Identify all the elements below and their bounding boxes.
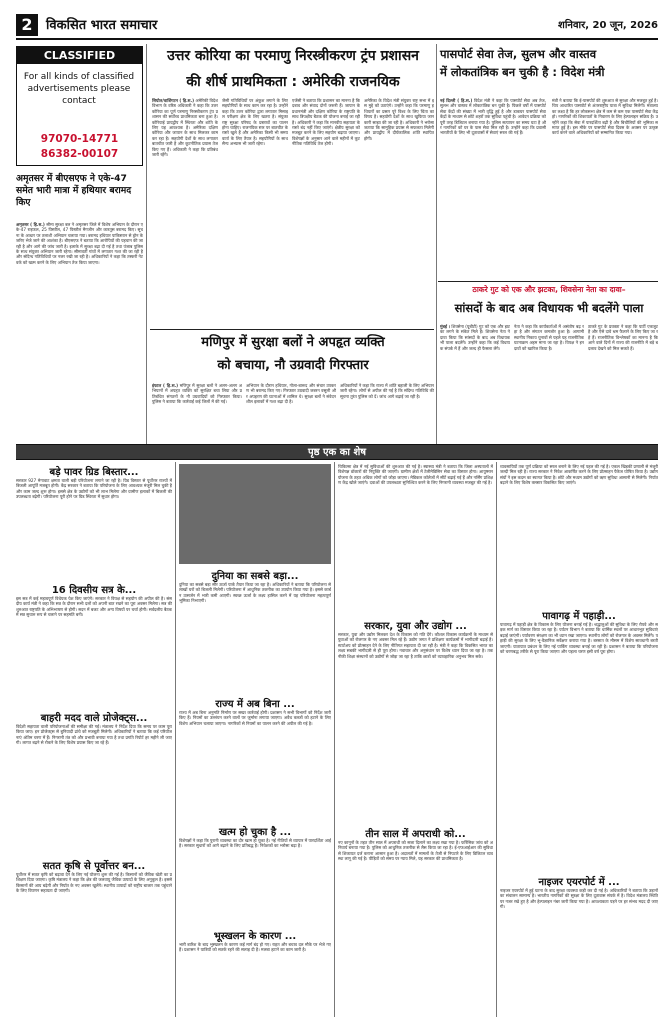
column-divider [175, 462, 176, 1017]
passport-headline-2: में लोकतांत्रिक बन चुकी है : विदेश मंत्री [440, 65, 605, 79]
amritsar-headline: अमृतसर में बीएसएफ ने एके-47 समेत भारी मात्रा में हथियार बरामद किए [16, 173, 132, 208]
manipur-headline-2: को बचाया, नौ उग्रवादी गिरफ्तार [217, 358, 369, 373]
continuation-headline: पावागढ़ में पहाड़ी... [542, 611, 616, 622]
classified-phone-2: 86382-00107 [40, 148, 119, 160]
continuation-headline: भूस्खलन के कारण ... [213, 931, 297, 942]
continuation-headline: नाइजर एयरपोर्ट में ... [538, 877, 620, 888]
continuation-headline: सतत कृषि से पूर्वोत्तर बन... [42, 861, 146, 872]
continuation-body: पूर्वोत्तर में सतत कृषि को बढ़ावा देने के लिए नई योजना शुरू की गई है। किसानों को जैविक खेती का प्रशिक्षण दिया जाएगा। कृषि मंत्रालय ने कहा कि क्षेत्र की जलवायु जैविक उत्पादों के लिए अनुकूल है। इससे किसानों की आय बढ़ेगी और निर्यात के नए अवसर खुलेंगे। स्थानीय उत्पादों को राष्ट्रीय बाजार तक पहुंचाने के लिए विपणन सहायता दी जाएगी। [16, 872, 172, 894]
thackeray-dateline: मुंबई । [440, 324, 451, 329]
thackeray-headline: सांसदों के बाद अब विधायक भी बदलेंगे पाला [454, 301, 644, 315]
continuation-body: विदेशी सहायता वाली परियोजनाओं की समीक्षा की गई। मंत्रालय ने निर्देश दिया कि समय पर काम पूरा किया जाए। इन प्रोजेक्ट्स से बुनियादी ढांचे को मजबूती मिलेगी। अधिकारियों ने बताया कि कई परियोजनाएं अंतिम चरण में हैं। निगरानी तंत्र को और प्रभावी बनाया गया है तथा प्रगति रिपोर्ट हर महीने ली जाएगी। लागत बढ़ने से रोकने के लिए विशेष प्रयास किए जा रहे हैं। [16, 724, 172, 746]
column-divider [146, 44, 147, 444]
passport-dateline: नई दिल्ली ( हि.स.) [440, 98, 473, 103]
continuation-banner-text: पृष्ठ एक का शेष [307, 447, 367, 458]
continuation-headline: राज्य में अब बिना ... [215, 699, 295, 710]
column-divider [436, 44, 437, 444]
paper-name: विकसित भारत समाचार [46, 18, 158, 33]
date-line: शनिवार, 20 जून, 2026 [558, 20, 658, 31]
korea-body-col-3: एजेंसी ने बताया कि प्रशासन का मानना है कि दबाव और संवाद दोनों जरूरी हैं। जापान के प्रधानमंत्री और दक्षिण कोरिया के राष्ट्रपति के साथ त्रिपक्षीय बैठक की योजना बनाई जा रही है। अधिकारी ने कहा कि मानवीय सहायता के रास्ते बंद नहीं किए जाएंगे। क्षेत्रीय सुरक्षा को मजबूत करने के लिए सहयोग बढ़ाया जाएगा। विशेषज्ञों के अनुसार आने वाले महीनों में कूटनीतिक गतिविधि तेज होगी। [292, 98, 360, 147]
manipur-dateline: इंफाल ( हि.स.) [152, 383, 179, 388]
continuation-headline: खत्म हो चुका है ... [218, 827, 292, 838]
passport-body-col-2: मंत्री ने बताया कि ई-पासपोर्ट की शुरुआत से सुरक्षा और मजबूत हुई है। चिप आधारित पासपोर्ट से अंतरराष्ट्रीय यात्रा में सुविधा मिलेगी। मंत्रालय का लक्ष्य है कि हर लोकसभा क्षेत्र में कम से कम एक पासपोर्ट सेवा केंद्र हो। नागरिकों की शिकायतों के निवारण के लिए हेल्पलाइन सक्रिय है। उन्होंने कहा कि सेवा में पारदर्शिता बढ़ी है और बिचौलियों की भूमिका समाप्त हुई है। इस मौके पर पासपोर्ट सेवा दिवस के अवसर पर उत्कृष्ट कार्य करने वाले अधिकारियों को सम्मानित किया गया। [552, 98, 658, 136]
korea-body-col-2: जैसी गतिविधियों पर अंकुश लगाने के लिए सहयोगियों के साथ काम कर रहा है। उन्होंने कहा कि उत्तर कोरिया द्वारा लगातार मिसाइल परीक्षण क्षेत्र के लिए खतरा है। संयुक्त राष्ट्र सुरक्षा परिषद के प्रस्तावों का पालन होना चाहिए। राजनयिक स्तर पर बातचीत के रास्ते खुले हैं और अमेरिका किसी भी समय वार्ता के लिए तैयार है। सहयोगियों के साथ सैन्य अभ्यास भी जारी रहेगा। [222, 98, 288, 147]
thackeray-body-col-1: मुंबई । शिवसेना (यूबीटी) गुट को एक और झटका लगने के संकेत मिले हैं। शिवसेना नेता ने दावा किया कि सांसदों के बाद अब विधायक भी पाला बदलेंगे। उन्होंने कहा कि कई विधायक संपर्क में हैं और जल्द ही फैसला लेंगे। [440, 324, 510, 351]
continuation-body: विशेषज्ञों ने कहा कि पुरानी व्यवस्था का दौर खत्म हो चुका है। नई नीतियों से व्यापार में पारदर्शिता आई है। सरकार सुधारों को आगे बढ़ाने के लिए प्रतिबद्ध है। निवेशकों का भरोसा बढ़ा है। [179, 838, 331, 849]
continuation-headline: बड़े पावर ग्रिड बिस्तार... [49, 467, 139, 478]
continuation-body: दुनिया का सबसे बड़ा सौर ऊर्जा पार्क तैयार किया जा रहा है। अधिकारियों ने बताया कि परियोजना से लाखों घरों को बिजली मिलेगी। परियोजना में आधुनिक तकनीक का उपयोग किया गया है। इससे कार्बन उत्सर्जन में भारी कमी आएगी। स्वच्छ ऊर्जा के लक्ष्य हासिल करने में यह परियोजना महत्वपूर्ण भूमिका निभाएगी। [179, 582, 331, 604]
page-number: 2 [16, 14, 38, 36]
continuation-body: भारी बारिश के बाद भूस्खलन के कारण कई मार्ग बंद हो गए। राहत और बचाव दल मौके पर भेजे गए हैं। प्रशासन ने यात्रियों को सतर्क रहने की सलाह दी है। मलबा हटाने का काम जारी है। [179, 942, 331, 953]
thackeray-body-col-2: नेता ने कहा कि कार्यकर्ताओं में असंतोष बढ़ रहा है और संगठन कमजोर हुआ है। आगामी स्थानीय निकाय चुनावों से पहले यह राजनीतिक घटनाक्रम अहम माना जा रहा है। विपक्ष ने इन दावों को खारिज किया है। [514, 324, 584, 351]
classified-title: CLASSIFIED [17, 47, 142, 64]
korea-headline-2: की शीर्ष प्राथमिकता : अमेरिकी राजनयिक [186, 74, 400, 90]
manipur-body-col-1: इंफाल ( हि.स.) मणिपुर में सुरक्षा बलों ने अलग-अलग अभियानों में अपहृत व्यक्ति को सुरक्षित बचा लिया और प्रतिबंधित संगठनों के नौ उग्रवादियों को गिरफ्तार किया। पुलिस ने बताया कि कार्रवाई कई जिलों में की गई। [152, 383, 242, 405]
continuation-body: सरकार 927 मेगावाट क्षमता वाली बड़ी परियोजना लगाने जा रही है। ग्रिड विस्तार से पूर्वोत्तर राज्यों में बिजली आपूर्ति मजबूत होगी। केंद्र सरकार ने बताया कि परियोजना के लिए आवश्यक मंजूरी मिल चुकी है और काम जल्द शुरू होगा। इससे क्षेत्र के उद्योगों को भी लाभ मिलेगा और ग्रामीण इलाकों में बिजली की उपलब्धता बढ़ेगी। परियोजना पूरी होने पर ग्रिड स्थिरता में सुधार होगा। [16, 478, 172, 500]
korea-body-col-4: अमेरिका के विदेश मंत्री संयुक्त राष्ट्र सभा में इस मुद्दे को उठाएंगे। उन्होंने कहा कि परमाणु हथियारों का प्रसार पूरे विश्व के लिए चिंता का विषय है। सहयोगी देशों के साथ खुफिया जानकारी साझा की जा रही है। अधिकारी ने भरोसा जताया कि सामूहिक प्रयास से सफलता मिलेगी और प्रायद्वीप में दीर्घकालिक शांति स्थापित होगी। [364, 98, 434, 141]
passport-body-col-1: नई दिल्ली ( हि.स.) विदेश मंत्री ने कहा कि पासपोर्ट सेवा अब तेज, सुलभ और वास्तव में लोकतांत्रिक बन चुकी है। पिछले वर्षों में पासपोर्ट सेवा केंद्रों की संख्या में भारी वृद्धि हुई है और डाकघर पासपोर्ट सेवा केंद्रों के माध्यम से छोटे शहरों तक सुविधा पहुंची है। आवेदन प्रक्रिया को पूरी तरह डिजिटल बनाया गया है। पुलिस सत्यापन का समय घटा है और नागरिकों को घर के पास सेवा मिल रही है। उन्होंने कहा कि प्रवासी भारतीयों के लिए भी दूतावासों में सेवाएं सरल की गई हैं। [440, 98, 546, 136]
thackeray-top-rule [438, 281, 658, 282]
continuation-body: व्यवसायियों तक पूर्ण प्रक्रिया को सरल बनाने के लिए नई पहल की गई है। एकल खिड़की प्रणाली से मंजूरी जल्दी मिल रही है। राज्य सरकार ने निवेश आकर्षित करने के लिए प्रोत्साहन पैकेज घोषित किया है। उद्योग संघों ने इस कदम का स्वागत किया है। छोटे और मध्यम उद्योगों को ऋण सुविधा आसानी से मिलेगी। निर्यात बढ़ाने के लिए विशेष क्लस्टर विकसित किए जाएंगे। [500, 464, 658, 486]
thackeray-kicker: ठाकरे गुट को एक और झटका, शिवसेना नेता का दावा– [472, 285, 626, 294]
manipur-headline-1: मणिपुर में सुरक्षा बलों ने अपहृत व्यक्ति [201, 335, 385, 350]
continuation-headline: बाहरी मदद वाले प्रोजेक्ट्स... [40, 713, 148, 724]
continuation-headline: सरकार, युवा और उद्योग ... [364, 621, 467, 632]
classified-phone-1: 97070-14771 [40, 133, 119, 145]
continuation-body: राज्य में अब बिना अनुमति निर्माण पर सख्त कार्रवाई होगी। प्रशासन ने सभी विभागों को निर्देश जारी किए हैं। नियमों का उल्लंघन करने वालों पर जुर्माना लगाया जाएगा। अवैध कब्जों को हटाने के लिए विशेष अभियान चलाया जाएगा। नागरिकों से नियमों का पालन करने की अपील की गई है। [179, 710, 331, 726]
continuation-headline: दुनिया का सबसे बड़ा... [211, 571, 299, 582]
continuation-body: नाइजर एयरपोर्ट में हुई घटना के बाद सुरक्षा व्यवस्था कड़ी कर दी गई है। अधिकारियों ने बताया कि उड़ानों का संचालन सामान्य है। भारतीय नागरिकों की सुरक्षा के लिए दूतावास संपर्क में है। विदेश मंत्रालय स्थिति पर नजर रखे हुए है और हेल्पलाइन नंबर जारी किया गया है। आवश्यकता पड़ने पर हर संभव मदद दी जाएगी। [500, 888, 658, 910]
korea-body-col-1: सियोल/वाशिंगटन ( हि.स.) अमेरिकी विदेश विभाग के वरिष्ठ अधिकारी ने कहा कि उत्तर कोरिया का पूर्ण परमाणु निरस्त्रीकरण ट्रंप प्रशासन की सर्वोच्च प्राथमिकता बना हुआ है। कोरियाई प्रायद्वीप में स्थिरता और शांति के लिए यह आवश्यक है। अमेरिका दक्षिण कोरिया और जापान के साथ मिलकर काम कर रहा है। सहयोगी देशों के साथ लगातार बातचीत जारी है और कूटनीतिक प्रयास तेज किए गए हैं। अधिकारी ने कहा कि प्रतिबंध जारी रहेंगे। [152, 98, 218, 158]
masthead [16, 12, 658, 40]
continuation-body: नए कानूनों के तहत तीन साल में अपराधी को सजा दिलाने का लक्ष्य रखा गया है। फॉरेंसिक जांच को अनिवार्य बनाया गया है। पुलिस को आधुनिक तकनीक से लैस किया जा रहा है। ई-एफआईआर की सुविधा से शिकायत दर्ज कराना आसान हुआ है। अदालतों में मामलों के तेजी से निपटारे के लिए डिजिटल व्यवस्था लागू की गई है। पीड़ितों को समय पर न्याय मिले, यह सरकार की प्राथमिकता है। [338, 840, 493, 862]
passport-headline-1: पासपोर्ट सेवा तेज, सुलभ और वास्तव [440, 47, 597, 61]
continuation-headline: 16 दिवसीय सत्र के... [51, 585, 137, 596]
continuation-body: सरकार, युवा और उद्योग मिलकर देश के विकास को गति देंगे। कौशल विकास कार्यक्रमों के माध्यम से युवाओं को रोजगार के नए अवसर मिल रहे हैं। उद्योग जगत ने प्रशिक्षण कार्यक्रमों में भागीदारी बढ़ाई है। स्टार्टअप को प्रोत्साहन देने के लिए नीतिगत सहायता दी जा रही है। मंत्री ने कहा कि विकसित भारत का लक्ष्य सबकी भागीदारी से ही पूरा होगा। नवाचार और अनुसंधान पर विशेष ध्यान दिया जा रहा है। तकनीकी शिक्षा संस्थानों को उद्योगों से जोड़ा जा रहा है ताकि छात्रों को व्यावहारिक अनुभव मिल सके। [338, 632, 493, 659]
classified-text: For all kinds of classified advertisements please contact [23, 72, 135, 106]
amritsar-body: अमृतसर ( हि.स.) सीमा सुरक्षा बल ने अमृतसर जिले में विशेष अभियान के दौरान एके-47 राइफल, 25 पिस्तौल, 47 पिस्तौल मैगजीन और कारतूस बरामद किए। सूचना के आधार पर तलाशी अभियान चलाया गया। बरामद हथियार पाकिस्तान से ड्रोन के जरिए भेजे जाने की आशंका है। बीएसएफ ने बताया कि आरोपियों की पहचान की जा रही है और आगे की जांच जारी है। इलाके में सुरक्षा बढ़ा दी गई है तथा पंजाब पुलिस के साथ संयुक्त अभियान जारी रहेगा। सीमावर्ती गांवों में लगातार गश्त की जा रही है और संदिग्ध गतिविधियों पर नजर रखी जा रही है। अधिकारियों ने कहा कि तस्करी नेटवर्क को खत्म करने के लिए अभियान तेज किया जाएगा। [16, 222, 143, 265]
news-photo [179, 464, 331, 564]
column-divider [496, 462, 497, 1017]
continuation-headline: तीन साल में अपराधी को... [365, 829, 466, 840]
manipur-body-col-3: अधिकारियों ने कहा कि राज्य में शांति बहाली के लिए अभियान जारी रहेगा। लोगों से अपील की गई है कि संदिग्ध गतिविधि की सूचना तुरंत पुलिस को दें। जांच आगे बढ़ाई जा रही है। [340, 383, 434, 399]
korea-headline-1: उत्तर कोरिया का परमाणु निरस्त्रीकरण ट्रंप प्रशासन [167, 48, 419, 64]
manipur-body-col-2: अभियान के दौरान हथियार, गोला-बारूद और संचार उपकरण भी बरामद किए गए। गिरफ्तार उग्रवादी जबरन वसूली और अपहरण की घटनाओं में शामिल थे। सुरक्षा बलों ने संवेदनशील इलाकों में गश्त बढ़ा दी है। [246, 383, 336, 405]
continuation-banner [16, 444, 658, 460]
thackeray-body-col-3: ठाकरे गुट के प्रवक्ता ने कहा कि पार्टी एकजुट है और ऐसे दावे भ्रम फैलाने के लिए किए जा रहे हैं। राजनीतिक विश्लेषकों का मानना है कि आने वाले दिनों में राज्य की राजनीति में बड़े बदलाव देखने को मिल सकते हैं। [588, 324, 658, 351]
continuation-body: इस सत्र में कई महत्वपूर्ण विधेयक पेश किए जाएंगे। सरकार ने विपक्ष से सहयोग की अपील की है। संसदीय कार्य मंत्री ने कहा कि सत्र के दौरान सभी दलों को अपनी बात रखने का पूरा अवसर मिलेगा। सत्र की शुरुआत राष्ट्रपति के अभिभाषण से होगी। सदन में बजट और अन्य विषयों पर चर्चा होगी। सर्वदलीय बैठक में सत्र सुचारु रूप से चलाने पर सहमति बनी। [16, 596, 172, 618]
continuation-body: पावागढ़ में पहाड़ी क्षेत्र के विकास के लिए योजना बनाई गई है। श्रद्धालुओं की सुविधा के लिए रोपवे और सड़क मार्ग का विस्तार किया जा रहा है। पर्यटन विभाग ने बताया कि धार्मिक स्थलों पर आधारभूत सुविधाएं बढ़ाई जाएंगी। पर्यावरण संरक्षण का भी ध्यान रखा जाएगा। स्थानीय लोगों को रोजगार के अवसर मिलेंगे। पहाड़ी की सुरक्षा के लिए भू-वैज्ञानिक सर्वेक्षण कराया गया है। बरसात के मौसम में विशेष सावधानी बरती जाएगी। यातायात प्रबंधन के लिए नई पार्किंग व्यवस्था बनाई जा रही है। प्रशासन ने बताया कि परियोजना को चरणबद्ध तरीके से पूरा किया जाएगा और पहला चरण इसी वर्ष पूरा होगा। [500, 622, 658, 655]
classified-box [16, 46, 143, 166]
amritsar-dateline: अमृतसर ( हि.स.) [16, 222, 45, 227]
continuation-body: चिकित्सा क्षेत्र में नई सुविधाओं की शुरुआत की गई है। स्वास्थ्य मंत्री ने बताया कि जिला अस्पतालों में विशेषज्ञ डॉक्टरों की नियुक्ति की जाएगी। ग्रामीण क्षेत्रों में टेलीमेडिसिन सेवा का विस्तार होगा। आयुष्मान योजना के तहत अधिक लोगों को जोड़ा जाएगा। मेडिकल कॉलेजों में सीटें बढ़ाई गई हैं और नर्सिंग प्रशिक्षण केंद्र खोले जाएंगे। दवाओं की उपलब्धता सुनिश्चित करने के लिए निगरानी व्यवस्था मजबूत की गई है। [338, 464, 493, 486]
manipur-top-rule [150, 329, 434, 330]
column-divider [334, 462, 335, 1017]
